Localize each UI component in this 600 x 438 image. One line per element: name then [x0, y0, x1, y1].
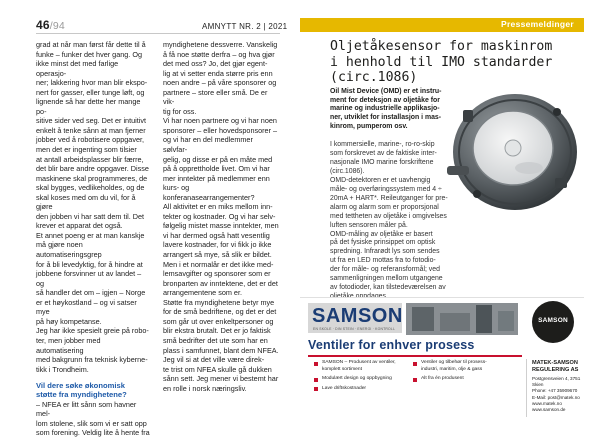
text-line: vi har dermed også hatt vesentlig	[163, 230, 270, 240]
contact-line: www.matek.no	[532, 400, 562, 406]
text-line: følgelig mistet masse inntekter, men	[163, 221, 279, 231]
ad-bullet: Ventiler og tilbehør til prosess-industri, maritim, olje & gass	[413, 360, 499, 373]
contact-line: E-Mail: post@matek.no	[532, 394, 580, 400]
text-line: arrangert så mye, så slik er bildet.	[163, 250, 272, 260]
text-line: skal koses med om du vil, for å gjøre	[36, 192, 136, 212]
text-line: den jobben vi har satt dem til. Det	[36, 211, 145, 221]
body-line: alarm og alarm som er proporsjonal	[330, 203, 439, 211]
text-line: tekter og kostnader. Og vi har selv-	[163, 211, 276, 221]
text-line: lavere kostnader, for vi fikk jo ikke	[163, 240, 272, 250]
body-line: på det fysiske prinsippet om optisk	[330, 239, 436, 247]
text-line: skal bygges, vedlikeholdes, og de	[36, 183, 145, 193]
title-line: (circ.1086)	[330, 70, 418, 85]
body-line: av fotodioder, kan tilstedeværelsen av	[330, 284, 446, 292]
header-rule	[36, 33, 280, 34]
body-line: måle- og overføringssystem med 4 ÷	[330, 185, 442, 193]
text-line: som forening. Veldig lite å hente fra	[36, 428, 150, 438]
section-tag	[300, 18, 584, 32]
column-1-continued	[36, 400, 150, 438]
text-line: mer inntekter på medlemmer enn	[163, 173, 270, 183]
text-line: jobbene forsvinner ut av landet – og	[36, 269, 142, 288]
contact-line: Phone: +47 35909670	[532, 388, 578, 394]
page-total: /94	[49, 20, 65, 32]
text-line: det med oss? Jo, det gjør egent-	[163, 59, 268, 69]
text-line: lig at vi setter enda større pris enn	[163, 68, 273, 78]
subheading-line: støtte fra myndighetene?	[36, 390, 127, 400]
contact-line: www.samson.de	[532, 407, 566, 413]
text-line: er et høykostland – og vi satser mye	[36, 297, 137, 317]
text-line: tig for oss.	[163, 106, 197, 116]
text-line: gelig, og disse er på en måte med	[163, 154, 273, 164]
ad-frame	[300, 297, 584, 425]
body-line: ut fra en LED mottas fra to fotodio-	[330, 257, 436, 265]
text-line: – NFEA er litt sånn som havner mel-	[36, 399, 137, 419]
intro-line: ner, utviklet for installasjon i mas-	[330, 114, 442, 122]
intro-line: ment for deteksjon av oljetåke for	[330, 96, 440, 104]
text-line: jobber ved å robotisere oppgaver,	[36, 135, 145, 145]
text-line: ner; lakkering hvor man blir ekspo-	[36, 78, 148, 88]
body-line: (circ.1086).	[330, 167, 365, 175]
subheading-line: Vil dere søke økonomisk	[36, 381, 125, 391]
samson-strapline: EN SKOLE · DIN STEIN · ENERGI · KONTROLL	[313, 327, 396, 331]
text-line: enkelt å tenke sånn at man fjerner	[36, 125, 146, 135]
text-line: på høy kompetanse.	[36, 316, 102, 326]
title-line: Oljetåkesensor for maskinrom	[330, 39, 553, 54]
text-line: Vi har noen partnere og vi har noen	[163, 116, 277, 126]
title-line: i henhold til IMO standarder	[330, 54, 553, 70]
ad-slogan: Ventiler for enhver prosess	[308, 338, 475, 352]
text-line: sånn sett. Jeg mener vi bestemt har	[163, 374, 279, 384]
body-line: sammenligningen mellom utgangene	[330, 275, 443, 283]
text-line: ter, men jobber med automatisering	[36, 335, 101, 355]
text-line: lemsavgifter og sponsorer som er	[163, 269, 271, 279]
article-body	[330, 141, 448, 302]
text-line: det blir bare andre oppgaver. Disse	[36, 164, 149, 174]
text-line: plass i samfunnet, blant dem NFEA.	[163, 345, 279, 355]
intro-line: kinrom, pumperom osv.	[330, 122, 408, 130]
article-intro	[330, 88, 448, 132]
text-line: tikk i Trondheim.	[36, 364, 89, 374]
column-2-text	[163, 40, 279, 393]
text-line: arrangementene som er.	[163, 288, 242, 298]
text-line: sitive sider ved seg. Det er intuitivt	[36, 116, 147, 126]
text-line: men det er ingenting som tilsier	[36, 145, 137, 155]
text-line: Støtte fra myndighetene betyr mye	[163, 297, 275, 307]
text-line: krever et apparat det også.	[36, 221, 123, 231]
text-line: noen andre – på våre sponsorer og	[163, 78, 277, 88]
text-line: ikke minst det med farlige operasjo-	[36, 59, 119, 78]
subheading	[36, 381, 150, 400]
text-line: sponsorer – eller hovedsponsorer –	[163, 125, 278, 135]
article-title	[330, 39, 592, 86]
body-line: I kommersielle, marine-, ro-ro-skip	[330, 141, 435, 148]
text-line: Men i et normalår er det ikke med-	[163, 259, 274, 269]
contact-line: Postgrensveien 4, 3751 Skien	[532, 376, 581, 388]
ad-bullet: Modulært design og oppbygning	[314, 376, 400, 383]
body-line: med tettheten av oljetåke i omgivelses	[330, 212, 447, 220]
text-line: bronparten av inntektene, det er det	[163, 278, 278, 288]
ad-bullet: Lave driftskostnader	[314, 386, 400, 393]
roundel-text: SAMSON	[538, 317, 568, 324]
text-line: te trist om NFEA skulle gå dukken	[163, 364, 272, 374]
ad-bullet: SAMSON – Produsent av ventiler, komplett sortiment	[314, 360, 400, 373]
text-line: nert for gasser, eller tunge løft, og	[36, 87, 145, 97]
body-line: 20mA + HART*. Reileutganger for pre-	[330, 194, 448, 202]
text-line: lom stolene, slik som vi er satt opp	[36, 418, 147, 428]
text-line: små bedrifter det ute som har en	[163, 335, 268, 345]
body-line: luften sensoren måler på.	[330, 221, 408, 229]
text-line: må gjøre noen automatiseringsgrep	[36, 240, 102, 260]
text-line: at antall arbeidsplasser blir færre,	[36, 154, 144, 164]
company-line: MATEK-SAMSON	[532, 360, 578, 366]
oil-mist-sensor-image	[437, 82, 585, 214]
page-number	[36, 18, 65, 32]
body-line: spredning. Infrarødt lys som sendes	[330, 248, 440, 256]
text-line: med bakgrunn fra teknisk kyberne-	[36, 355, 148, 365]
text-line: Jeg har ikke spesielt greie på robo-	[36, 326, 149, 336]
text-line: for å bli levedyktig, for å hindre at	[36, 259, 143, 269]
body-line: nasjonale IMO marine forskriftene	[330, 158, 434, 166]
text-line: å få noe støtte derfra – og hva gjør	[163, 49, 275, 59]
body-line: OMD-detektoren er et uavhengig	[330, 176, 431, 184]
company-line: REGULERING AS	[532, 366, 579, 373]
samson-wordmark: SAMSON	[312, 305, 403, 327]
issue-label: AMNYTT NR. 2 | 2021	[202, 22, 288, 31]
text-line: for de små bedriftene, og det er det	[163, 307, 277, 317]
intro-line: Oil Mist Device (OMD) er et instru-	[330, 88, 442, 95]
body-line: som forskrevet av de faktiske inter-	[330, 149, 437, 157]
text-line: på å opprettholde livet. Om vi har	[163, 164, 270, 174]
article-column-1	[36, 40, 150, 438]
ad-bullet: Alt fra én produsent	[413, 376, 499, 383]
text-line: så handler det om – igjen – Norge	[36, 288, 146, 298]
text-line: og vi har en del medlemmer sølvfar-	[163, 135, 253, 155]
column-1-text	[36, 40, 150, 374]
body-line: OMD-måling av oljetåke er basert	[330, 230, 433, 238]
text-line: en rolle i norsk næringsliv.	[163, 383, 247, 393]
text-line: All aktivitet er en miks mellom inn-	[163, 202, 273, 212]
text-line: blir ekstra brutalt. Det er jo faktisk	[163, 326, 271, 336]
text-line: grad at når man først får dette til å	[36, 40, 146, 49]
text-line: myndighetene dessverre. Vanskelig	[163, 40, 278, 49]
body-line: der for måle- og referansformål; ved	[330, 266, 440, 274]
text-line: lignende så har dette her mange po-	[36, 97, 141, 116]
text-line: som går ut over enkeltpersoner og	[163, 316, 274, 326]
intro-line: marine og industrielle applikasjo-	[330, 105, 440, 113]
article-column-2	[163, 40, 279, 393]
text-line: funke – funker det hver gang. Og	[36, 49, 142, 59]
text-line: Jeg vil si at det ville være direk-	[163, 355, 265, 365]
page-current: 46	[36, 18, 50, 32]
text-line: partnere – store eller små. De er vik-	[163, 87, 268, 107]
text-line: maskinene skal programmeres, de	[36, 173, 148, 183]
text-line: kurs- og konferanasearrangementer?	[163, 183, 255, 202]
text-line: Et annet poeng er at man kanskje	[36, 230, 145, 240]
section-label: Pressemeldinger	[500, 19, 574, 29]
